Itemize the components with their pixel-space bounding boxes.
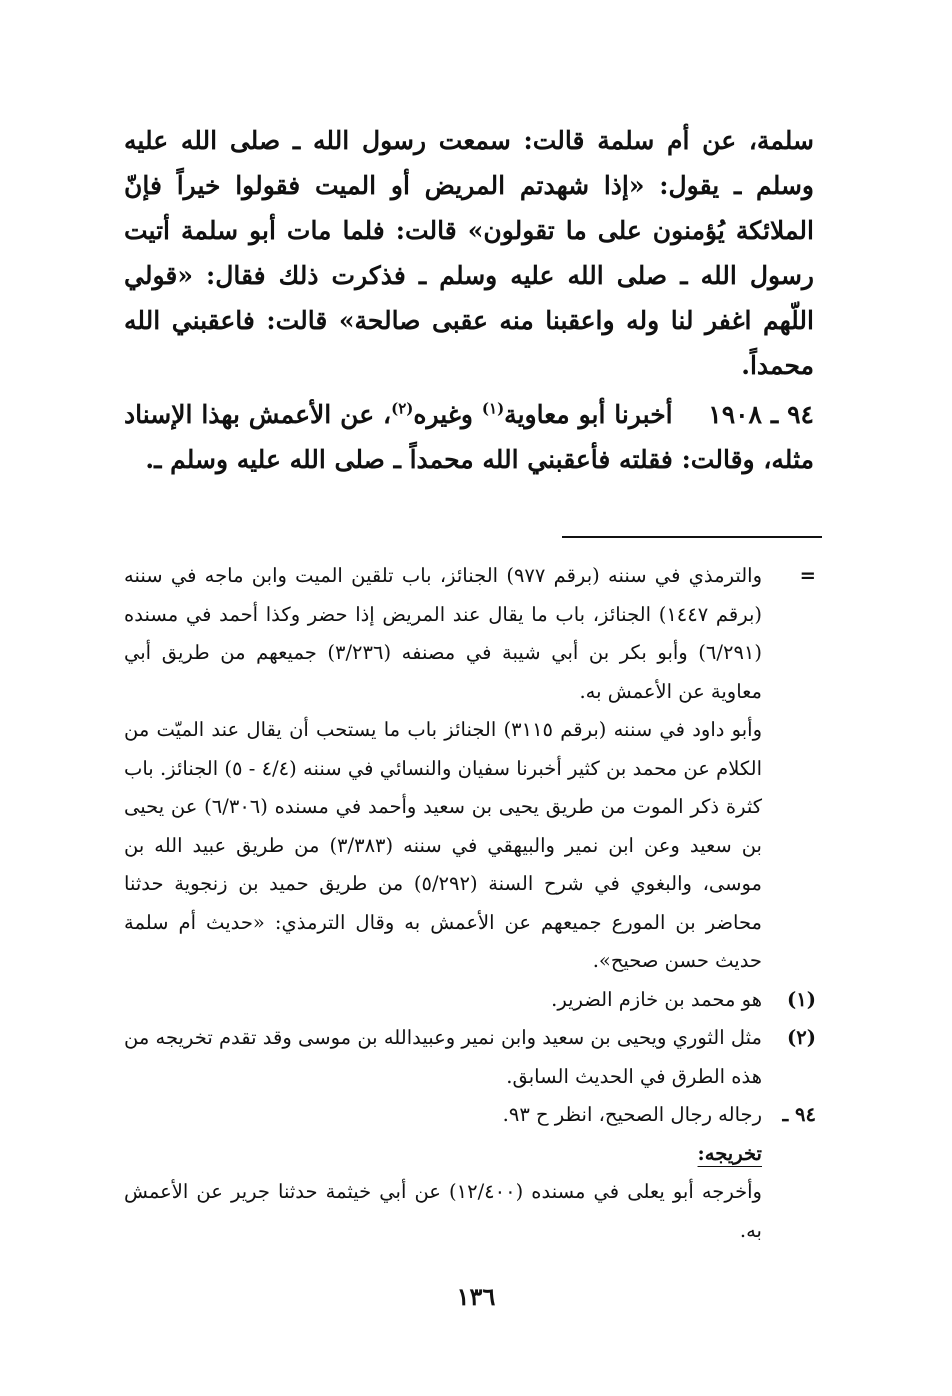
takhrij-block (124, 1135, 816, 1251)
footnote-divider (562, 536, 822, 538)
hadith-text-part: وغيره (413, 400, 473, 429)
footnotes (124, 557, 816, 1250)
continuation-marker: = (799, 564, 816, 587)
footnote-paragraph: وأبو داود في سننه (برقم ٣١١٥) الجنائز باب ما يستحب أن يقال عند الميّت من الكلام عن محمد بن كثير أخبرنا سفيان والنسائي في سننه (٤/٤ - ٥) الجنائز. باب كثرة ذكر الموت من طريق يحيى بن سعيد وأحمد في مسنده (٦/٣٠٦) عن يحيى بن سعيد وعن ابن نمير والبيهقي في سننه (٣/٣٨٣) من طريق عبيد الله بن موسى، والبغوي في شرح السنة (٥/٢٩٢) من طريق حميد بن زنجوية حدثنا محاضر بن المورع جميعهم عن الأعمش به وقال الترمذي: «حديث أم سلمة حديث حسن صحيح». (124, 718, 763, 972)
footnote-number: (١) (787, 987, 816, 1011)
page-number: ١٣٦ (456, 1282, 496, 1311)
footnote-ref-1: (١) (481, 399, 505, 418)
footnote-text: هو محمد بن خازم الضرير. (551, 987, 762, 1011)
takhrij-text: وأخرجه أبو يعلى في مسنده (١٢/٤٠٠) عن أبي خيثمة حدثنا جرير عن الأعمش به. (124, 1180, 762, 1242)
hadith-number: ٩٤ ـ ١٩٠٨ (708, 400, 814, 429)
footnote-number: (٢) (787, 1026, 816, 1049)
footnote-paragraph: والترمذي في سننه (برقم ٩٧٧) الجنائز، باب تلقين الميت وابن ماجه في سننه (برقم ١٤٤٧) الجنائز، باب ما يقال عند المريض إذا حضر وكذا أحمد في مسنده (٦/٢٩١) وأبو بكر بن أبي شيبة في مصنفه (٣/٢٣٦) جميعهم من طريق أبي معاوية عن الأعمش به. (124, 564, 763, 703)
footnote-continuation (124, 557, 816, 981)
hadith-text-part: أخبرنا أبو معاوية (504, 400, 673, 429)
hadith-text-part: ، عن الأعمش بهذا الإسناد مثله، وقالت: فقلته فأعقبني الله محمداً ـ صلى الله عليه وسلم ـ. (124, 400, 814, 474)
footnote-94 (124, 1096, 816, 1135)
hadith-paragraph-94 (124, 392, 814, 482)
footnote-number: ٩٤ ـ (782, 1103, 816, 1126)
footnote-text: مثل الثوري ويحيى بن سعيد وابن نمير وعبيدالله بن موسى وقد تقدم تخريجه من هذه الطرق في الحديث السابق. (124, 1026, 762, 1088)
footnote-1 (124, 981, 816, 1020)
hadith-paragraph-continued: سلمة، عن أم سلمة قالت: سمعت رسول الله ـ صلى الله عليه وسلم ـ يقول: «إذا شهدتم المريض أو الميت فقولوا خيراً فإنّ الملائكة يُؤمنون على ما تقولون» قالت: فلما مات أبو سلمة أتيت رسول الله ـ صلى الله عليه وسلم ـ فذكرت ذلك فقال: «قولي اللّهم اغفر لنا وله واعقبنا منه عقبى صالحة» قالت: فاعقبني الله محمداً. (124, 126, 814, 380)
main-text (124, 118, 814, 482)
takhrij-heading: تخريجه: (697, 1141, 762, 1165)
footnote-ref-2: (٢) (391, 399, 414, 418)
footnote-text: رجاله رجال الصحيح، انظر ح ٩٣. (502, 1103, 762, 1126)
footnote-2 (124, 1019, 816, 1096)
